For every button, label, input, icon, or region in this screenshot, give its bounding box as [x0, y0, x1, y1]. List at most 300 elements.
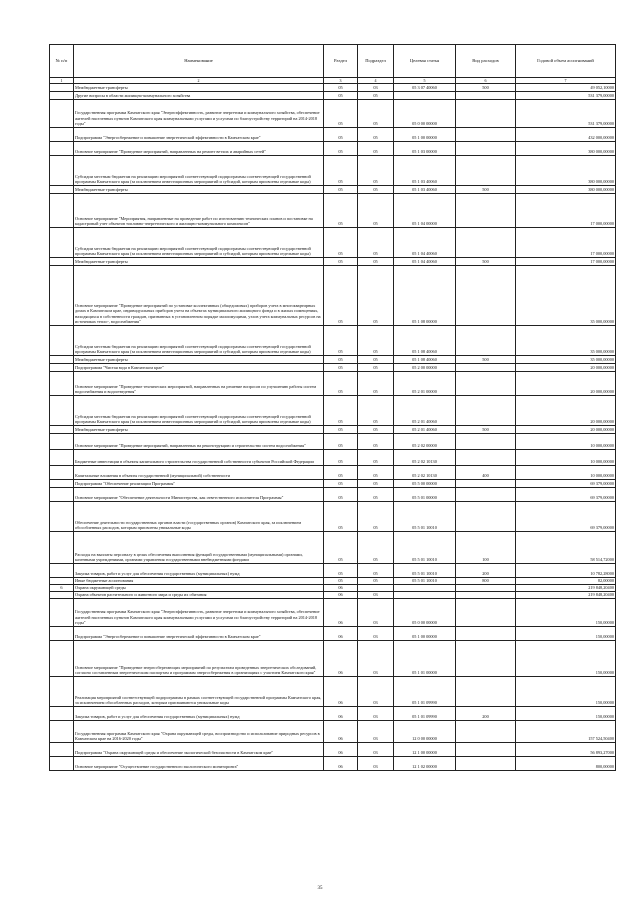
- cell-name: Иные бюджетные ассигнования: [74, 578, 324, 585]
- cell-cs: 05 5 01 10010: [394, 578, 456, 585]
- budget-table: [49, 44, 616, 771]
- cell-num: [50, 228, 74, 258]
- cell-sec: 06: [324, 627, 358, 641]
- cell-num: [50, 450, 74, 466]
- cell-sub: 05: [358, 156, 394, 186]
- cell-num: [50, 92, 74, 100]
- cell-sec: 05: [324, 466, 358, 480]
- table-row: [50, 707, 616, 721]
- cell-sum: 157 524,50400: [516, 721, 616, 743]
- cell-sum: 17 000,00000: [516, 258, 616, 266]
- table-row: [50, 488, 616, 502]
- cell-cs: 05 1 08 00000: [394, 266, 456, 326]
- cell-vr: 400: [456, 466, 516, 480]
- cell-cs: 05 2 01 40060: [394, 396, 456, 426]
- cell-vr: [456, 502, 516, 532]
- table-row: [50, 84, 616, 92]
- cell-vr: [456, 396, 516, 426]
- cell-num: [50, 532, 74, 564]
- cell-name: Основное мероприятие "Обеспечение деятельности Министерства, как ответственного исполнителя Программы": [74, 488, 324, 502]
- cell-name: Государственная программа Камчатского края "Энергоэффективность, развитие энергетики и коммунального хозяйства, обеспечение жителей населенных пунктов Камчатского края коммунальными услугами и услугами по благоустройству территорий на 2014-2018 годы": [74, 100, 324, 128]
- cell-num: [50, 480, 74, 488]
- cell-sub: 05: [358, 356, 394, 364]
- cell-cs: 05 1 04 40060: [394, 258, 456, 266]
- cell-sum: 10 782,28000: [516, 564, 616, 578]
- cell-cs: 05 5 01 10010: [394, 532, 456, 564]
- column-number: 3: [324, 78, 358, 84]
- cell-cs: 05 1 04 00000: [394, 194, 456, 228]
- cell-name: Межбюджетные трансферты: [74, 84, 324, 92]
- cell-name: Межбюджетные трансферты: [74, 258, 324, 266]
- cell-name: Закупка товаров, работ и услуг для обеспечения государственных (муниципальных) нужд: [74, 707, 324, 721]
- cell-cs: 05 5 00 00000: [394, 480, 456, 488]
- cell-cs: 05 1 08 40060: [394, 326, 456, 356]
- table-row: [50, 532, 616, 564]
- cell-sum: 35 000,00000: [516, 326, 616, 356]
- cell-sec: 05: [324, 356, 358, 364]
- cell-cs: [394, 592, 456, 599]
- table-row: [50, 186, 616, 194]
- cell-num: [50, 372, 74, 396]
- cell-sub: 05: [358, 326, 394, 356]
- cell-sec: 05: [324, 142, 358, 156]
- cell-cs: 05 2 00 00000: [394, 364, 456, 372]
- cell-sec: 05: [324, 578, 358, 585]
- cell-sec: 05: [324, 258, 358, 266]
- header-subsection: Подраздел: [358, 45, 394, 78]
- cell-vr: [456, 721, 516, 743]
- cell-sum: 35 000,00000: [516, 266, 616, 326]
- cell-vr: [456, 100, 516, 128]
- cell-vr: [456, 372, 516, 396]
- table-row: [50, 757, 616, 771]
- cell-sum: 10 000,00000: [516, 466, 616, 480]
- cell-vr: 500: [456, 258, 516, 266]
- cell-name: Бюджетные инвестиции в объекты капитального строительства государственной собственности субъектов Российской Федерации: [74, 450, 324, 466]
- cell-cs: 05 1 08 40060: [394, 356, 456, 364]
- cell-sum: 56 893,27000: [516, 743, 616, 757]
- cell-cs: 05 0 00 00000: [394, 599, 456, 627]
- cell-sub: 05: [358, 194, 394, 228]
- cell-sec: 05: [324, 488, 358, 502]
- cell-sub: 05: [358, 128, 394, 142]
- cell-sec: 05: [324, 372, 358, 396]
- cell-sum: 150,00000: [516, 641, 616, 677]
- cell-num: [50, 707, 74, 721]
- table-row: [50, 326, 616, 356]
- cell-sec: 06: [324, 707, 358, 721]
- cell-sub: 03: [358, 592, 394, 599]
- table-row: [50, 194, 616, 228]
- cell-num: [50, 599, 74, 627]
- cell-sec: 05: [324, 434, 358, 450]
- cell-num: [50, 578, 74, 585]
- cell-sub: 05: [358, 142, 394, 156]
- cell-name: Основное мероприятие "Проведение энергосберегающих мероприятий по результатам проведенных энергетических обследований, согласно составленным энергетическим паспортам и программам энергосбережения в организациях с участием Камчатского края": [74, 641, 324, 677]
- cell-cs: 12 1 00 00000: [394, 743, 456, 757]
- cell-name: Расходы на выплаты персоналу в целях обеспечения выполнения функций государственными (муниципальными) органами, казенными учреждениями, органами управления государственными внебюджетными фондами: [74, 532, 324, 564]
- table-row: [50, 641, 616, 677]
- cell-vr: [456, 92, 516, 100]
- cell-num: [50, 100, 74, 128]
- table-row: [50, 266, 616, 326]
- cell-vr: [456, 757, 516, 771]
- cell-sub: 05: [358, 372, 394, 396]
- table-row: [50, 426, 616, 434]
- cell-num: [50, 434, 74, 450]
- cell-name: Основное мероприятие "Проведение мероприятий по установке коллективных (общедомовых) приборов учета в многоквартирных домах в Камчатском крае, индивидуальных приборов учета на объектах муниципального жилищного фонда и в жилых помещениях, находящихся в собственности граждан, признанных в установленном порядке малоимущими, узлов учета коммунальных ресурсов на источниках тепло-, водоснабжения": [74, 266, 324, 326]
- header-num: № п/п: [50, 45, 74, 78]
- cell-vr: [456, 592, 516, 599]
- cell-name: Субсидии местным бюджетам на реализацию мероприятий соответствующей подпрограммы соответствующей государственной программы Камчатского края (за исключением инвестиционных мероприятий и субсидий, которым присвоены отдельные коды): [74, 156, 324, 186]
- cell-name: Государственная программа Камчатского края "Охрана окружающей среды, воспроизводство и использование природных ресурсов в Камчатском крае на 2016-2020 годы": [74, 721, 324, 743]
- cell-sum: 35 000,00000: [516, 356, 616, 364]
- table-body: [50, 84, 616, 771]
- cell-sub: 03: [358, 84, 394, 92]
- cell-sec: 05: [324, 228, 358, 258]
- header-section: Раздел: [324, 45, 358, 78]
- cell-sum: 82,00000: [516, 578, 616, 585]
- cell-sum: 150,00000: [516, 599, 616, 627]
- cell-name: Государственная программа Камчатского края "Энергоэффективность, развитие энергетики и коммунального хозяйства, обеспечение жителей населенных пунктов Камчатского края коммунальными услугами и услугами по благоустройству территорий на 2014-2018 годы": [74, 599, 324, 627]
- cell-sec: 06: [324, 599, 358, 627]
- cell-sub: 05: [358, 488, 394, 502]
- cell-num: [50, 194, 74, 228]
- cell-cs: [394, 92, 456, 100]
- cell-num: [50, 677, 74, 707]
- cell-sec: 05: [324, 128, 358, 142]
- cell-sum: 531 379,00000: [516, 92, 616, 100]
- cell-sum: 69 379,00000: [516, 488, 616, 502]
- cell-sec: 06: [324, 757, 358, 771]
- cell-name: Субсидии местным бюджетам на реализацию мероприятий соответствующей подпрограммы соответствующей государственной программы Камчатского края (за исключением инвестиционных мероприятий и субсидий, которым присвоены отдельные коды): [74, 396, 324, 426]
- cell-name: Подпрограмма "Обеспечение реализации Программы": [74, 480, 324, 488]
- cell-num: [50, 128, 74, 142]
- cell-name: Подпрограмма "Энергосбережение и повышение энергетической эффективности в Камчатском крае": [74, 128, 324, 142]
- cell-sub: 03: [358, 599, 394, 627]
- table-row: [50, 564, 616, 578]
- cell-cs: 05 2 02 10130: [394, 466, 456, 480]
- cell-vr: [456, 128, 516, 142]
- cell-sum: 150,00000: [516, 677, 616, 707]
- cell-cs: 05 1 03 00000: [394, 142, 456, 156]
- cell-sub: 03: [358, 757, 394, 771]
- cell-sub: 03: [358, 743, 394, 757]
- cell-num: [50, 743, 74, 757]
- cell-cs: 05 2 02 10130: [394, 450, 456, 466]
- table-row: [50, 128, 616, 142]
- cell-num: [50, 426, 74, 434]
- cell-vr: [456, 677, 516, 707]
- table-row: [50, 356, 616, 364]
- cell-name: Подпрограмма "Чистая вода в Камчатском крае": [74, 364, 324, 372]
- cell-cs: 05 1 04 40060: [394, 228, 456, 258]
- cell-name: Подпрограмма "Охрана окружающей среды и обеспечение экологической безопасности в Камчатском крае": [74, 743, 324, 757]
- cell-num: 6: [50, 585, 74, 592]
- cell-num: [50, 326, 74, 356]
- cell-sub: 05: [358, 92, 394, 100]
- cell-cs: 05 1 01 09990: [394, 677, 456, 707]
- cell-sub: 05: [358, 532, 394, 564]
- cell-name: Подпрограмма "Энергосбережение и повышение энергетической эффективности в Камчатском крае": [74, 627, 324, 641]
- cell-sub: 05: [358, 266, 394, 326]
- cell-vr: 500: [456, 426, 516, 434]
- cell-cs: 05 5 01 10010: [394, 502, 456, 532]
- cell-sub: 05: [358, 186, 394, 194]
- budget-table-sheet: [49, 44, 615, 771]
- cell-vr: [456, 228, 516, 258]
- column-number: 5: [394, 78, 456, 84]
- cell-vr: 200: [456, 564, 516, 578]
- cell-cs: 05 1 01 09990: [394, 707, 456, 721]
- cell-sec: 06: [324, 641, 358, 677]
- cell-sub: 03: [358, 627, 394, 641]
- cell-sec: 05: [324, 92, 358, 100]
- page-number: 35: [317, 886, 323, 891]
- cell-sub: 05: [358, 258, 394, 266]
- cell-num: [50, 488, 74, 502]
- cell-vr: [456, 434, 516, 450]
- cell-sec: 05: [324, 502, 358, 532]
- cell-cs: 05 3 07 40060: [394, 84, 456, 92]
- table-row: [50, 364, 616, 372]
- cell-sec: 05: [324, 326, 358, 356]
- cell-name: Охрана окружающей среды: [74, 585, 324, 592]
- cell-num: [50, 721, 74, 743]
- cell-sum: 10 000,00000: [516, 434, 616, 450]
- cell-sec: 05: [324, 156, 358, 186]
- table-row: [50, 258, 616, 266]
- cell-num: [50, 641, 74, 677]
- cell-vr: [456, 450, 516, 466]
- table-header-row: [50, 45, 616, 78]
- cell-sec: 05: [324, 450, 358, 466]
- cell-sec: 05: [324, 84, 358, 92]
- cell-sub: 05: [358, 228, 394, 258]
- cell-name: Межбюджетные трансферты: [74, 186, 324, 194]
- cell-sec: 06: [324, 721, 358, 743]
- cell-sub: [358, 585, 394, 592]
- cell-sum: 49 052,10000: [516, 84, 616, 92]
- cell-sec: 05: [324, 194, 358, 228]
- cell-num: [50, 84, 74, 92]
- cell-num: [50, 564, 74, 578]
- table-row: [50, 627, 616, 641]
- cell-vr: [456, 488, 516, 502]
- cell-cs: 12 0 00 00000: [394, 721, 456, 743]
- cell-name: Охрана объектов растительного и животного мира и среды их обитания: [74, 592, 324, 599]
- table-row: [50, 92, 616, 100]
- cell-sum: 219 848,20400: [516, 585, 616, 592]
- cell-name: Основное мероприятие "Проведение мероприятий, направленных на ремонт ветхих и аварийных сетей": [74, 142, 324, 156]
- cell-sec: 05: [324, 100, 358, 128]
- cell-vr: 500: [456, 84, 516, 92]
- table-row: [50, 592, 616, 599]
- table-row: [50, 721, 616, 743]
- header-name: Наименование: [74, 45, 324, 78]
- cell-sum: 380 000,00000: [516, 156, 616, 186]
- cell-sum: 58 514,72000: [516, 532, 616, 564]
- cell-sum: 219 848,20400: [516, 592, 616, 599]
- cell-num: [50, 186, 74, 194]
- cell-sub: 05: [358, 364, 394, 372]
- cell-sec: 05: [324, 532, 358, 564]
- cell-sum: 150,00000: [516, 707, 616, 721]
- cell-cs: 05 1 03 40060: [394, 186, 456, 194]
- cell-sum: 17 000,00000: [516, 228, 616, 258]
- cell-sec: 05: [324, 186, 358, 194]
- cell-vr: [456, 585, 516, 592]
- cell-sub: 05: [358, 578, 394, 585]
- cell-name: Закупка товаров, работ и услуг для обеспечения государственных (муниципальных) нужд: [74, 564, 324, 578]
- cell-sec: 06: [324, 585, 358, 592]
- cell-cs: 05 5 01 10010: [394, 564, 456, 578]
- table-row: [50, 480, 616, 488]
- cell-sec: 05: [324, 364, 358, 372]
- cell-cs: 05 0 00 00000: [394, 100, 456, 128]
- cell-sub: 03: [358, 641, 394, 677]
- column-number: 7: [516, 78, 616, 84]
- cell-name: Основное мероприятие "Осуществление государственного экологического мониторинга": [74, 757, 324, 771]
- cell-sum: 380 000,00000: [516, 186, 616, 194]
- table-row: [50, 585, 616, 592]
- cell-sub: 03: [358, 677, 394, 707]
- cell-name: Субсидии местным бюджетам на реализацию мероприятий соответствующей подпрограммы соответствующей государственной программы Камчатского края (за исключением инвестиционных мероприятий и субсидий, которым присвоены отдельные коды): [74, 326, 324, 356]
- table-row: [50, 466, 616, 480]
- cell-name: Основное мероприятие "Мероприятия, направленные на проведение работ по изготовлению технических планов и постановке на кадастровый учет объектов топливно-энергетического и жилищно-коммунального комплексов": [74, 194, 324, 228]
- column-number: 1: [50, 78, 74, 84]
- cell-sub: 05: [358, 426, 394, 434]
- cell-sum: 432 000,00000: [516, 128, 616, 142]
- cell-sum: 150,00000: [516, 627, 616, 641]
- cell-num: [50, 502, 74, 532]
- table-row: [50, 100, 616, 128]
- cell-sum: 531 379,00000: [516, 100, 616, 128]
- cell-sum: 20 000,00000: [516, 364, 616, 372]
- cell-sec: 05: [324, 266, 358, 326]
- cell-cs: [394, 585, 456, 592]
- cell-sum: 69 379,00000: [516, 502, 616, 532]
- cell-sub: 05: [358, 564, 394, 578]
- table-row: [50, 228, 616, 258]
- cell-vr: [456, 480, 516, 488]
- cell-cs: 05 5 01 00000: [394, 488, 456, 502]
- table-row: [50, 599, 616, 627]
- cell-name: Реализация мероприятий соответствующей подпрограммы в рамках соответствующей государственной программы Камчатского края, за исключением обособленных расходов, которым присваиваются уникальные коды: [74, 677, 324, 707]
- table-row: [50, 743, 616, 757]
- table-row: [50, 156, 616, 186]
- cell-vr: 500: [456, 186, 516, 194]
- cell-sub: 05: [358, 502, 394, 532]
- header-annual-total: Годовой объем ассигнований: [516, 45, 616, 78]
- column-number: 6: [456, 78, 516, 84]
- cell-num: [50, 627, 74, 641]
- cell-vr: [456, 266, 516, 326]
- cell-sum: 20 000,00000: [516, 396, 616, 426]
- cell-name: Субсидии местным бюджетам на реализацию мероприятий соответствующей подпрограммы соответствующей государственной программы Камчатского края (за исключением инвестиционных мероприятий и субсидий, которым присвоены отдельные коды): [74, 228, 324, 258]
- cell-cs: 05 1 00 00000: [394, 128, 456, 142]
- cell-num: [50, 356, 74, 364]
- cell-sum: 10 000,00000: [516, 450, 616, 466]
- cell-sum: 20 000,00000: [516, 426, 616, 434]
- cell-num: [50, 396, 74, 426]
- cell-cs: 05 1 00 00000: [394, 627, 456, 641]
- cell-vr: 200: [456, 707, 516, 721]
- table-row: [50, 396, 616, 426]
- cell-vr: 500: [456, 356, 516, 364]
- cell-sec: 06: [324, 592, 358, 599]
- cell-sub: 05: [358, 480, 394, 488]
- cell-sum: 800,00000: [516, 757, 616, 771]
- table-row: [50, 578, 616, 585]
- cell-vr: [456, 194, 516, 228]
- cell-cs: 05 2 01 40060: [394, 426, 456, 434]
- cell-sub: 03: [358, 707, 394, 721]
- cell-num: [50, 466, 74, 480]
- cell-num: [50, 142, 74, 156]
- cell-sum: 380 000,00000: [516, 142, 616, 156]
- cell-sec: 05: [324, 396, 358, 426]
- cell-vr: [456, 599, 516, 627]
- cell-sub: 05: [358, 396, 394, 426]
- cell-vr: [456, 641, 516, 677]
- table-row: [50, 450, 616, 466]
- cell-vr: [456, 326, 516, 356]
- header-expense-type: Вид расходов: [456, 45, 516, 78]
- cell-num: [50, 364, 74, 372]
- cell-num: [50, 258, 74, 266]
- cell-sub: 05: [358, 100, 394, 128]
- cell-cs: 05 2 01 00000: [394, 372, 456, 396]
- cell-sec: 06: [324, 743, 358, 757]
- cell-sum: 20 000,00000: [516, 372, 616, 396]
- cell-num: [50, 592, 74, 599]
- table-row: [50, 502, 616, 532]
- cell-cs: 12 1 02 00000: [394, 757, 456, 771]
- cell-name: Основное мероприятие "Проведение мероприятий, направленных на реконструкцию и строительство систем водоснабжения": [74, 434, 324, 450]
- table-row: [50, 434, 616, 450]
- cell-vr: [456, 142, 516, 156]
- cell-sub: 03: [358, 721, 394, 743]
- cell-sub: 05: [358, 450, 394, 466]
- cell-sec: 05: [324, 480, 358, 488]
- header-target-article: Целевая статья: [394, 45, 456, 78]
- cell-vr: [456, 156, 516, 186]
- table-row: [50, 142, 616, 156]
- table-row: [50, 677, 616, 707]
- cell-name: Основное мероприятие "Проведение технических мероприятий, направленных на решение вопросов по улучшению работы систем водоснабжения и водоотведения": [74, 372, 324, 396]
- cell-cs: 05 1 03 40060: [394, 156, 456, 186]
- cell-vr: 100: [456, 532, 516, 564]
- cell-name: Межбюджетные трансферты: [74, 356, 324, 364]
- cell-sub: 05: [358, 466, 394, 480]
- cell-sum: 69 379,00000: [516, 480, 616, 488]
- cell-num: [50, 757, 74, 771]
- cell-num: [50, 156, 74, 186]
- cell-name: Межбюджетные трансферты: [74, 426, 324, 434]
- column-number: 4: [358, 78, 394, 84]
- cell-sum: 17 000,00000: [516, 194, 616, 228]
- cell-cs: 05 1 01 00000: [394, 641, 456, 677]
- cell-cs: 05 2 02 00000: [394, 434, 456, 450]
- table-row: [50, 372, 616, 396]
- cell-sub: 05: [358, 434, 394, 450]
- cell-vr: [456, 364, 516, 372]
- cell-sec: 05: [324, 426, 358, 434]
- column-number: 2: [74, 78, 324, 84]
- cell-sec: 05: [324, 564, 358, 578]
- cell-sec: 06: [324, 677, 358, 707]
